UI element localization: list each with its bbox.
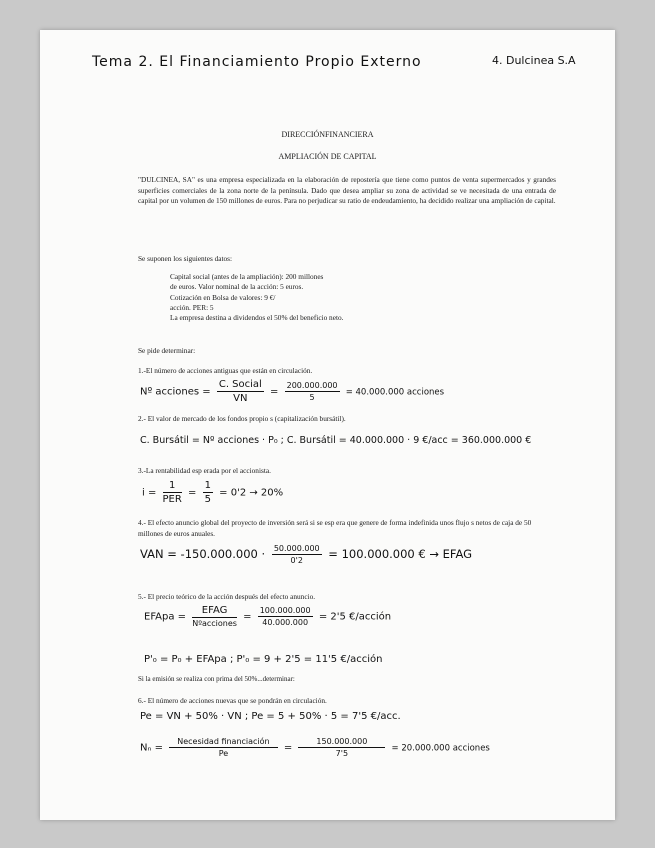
premium-note: Si la emisión se realiza con prima del 50%...determinar:: [138, 675, 295, 683]
answer-4: [140, 544, 472, 565]
fraction: [169, 737, 277, 758]
numerator: 100.000.000: [259, 606, 311, 615]
answer-3: [142, 480, 283, 505]
fraction: [192, 605, 237, 628]
result: = 20.000.000 acciones: [391, 743, 490, 754]
formula-lhs: Nº acciones =: [140, 386, 211, 398]
denominator: 40.000.000: [262, 618, 309, 627]
answer-5: [144, 605, 391, 628]
data-line: acción. PER: 5: [170, 302, 214, 312]
question-4: 4.- El efecto anuncio global del proyecto de inversión será si se esp era que genere de forma indefinida unos flujo s netos de caja de 50 millones de euros anuales.: [138, 518, 532, 538]
question-3: 3.-La rentabilidad esp erada por el accionista.: [138, 466, 271, 475]
data-line: Capital social (antes de la ampliación): 200 millones: [170, 272, 324, 281]
data-line: de euros. Valor nominal de la acción: 5 euros.: [170, 282, 304, 292]
fraction: [258, 606, 313, 627]
equals: =: [188, 487, 197, 499]
question-1: 1.-El número de acciones antiguas que están en circulación.: [138, 366, 313, 375]
numerator: C. Social: [218, 379, 262, 390]
result: = 0'2 → 20%: [219, 487, 284, 499]
data-list: [170, 272, 343, 323]
question-2: 2.- El valor de mercado de los fondos propio s (capitalización bursátil).: [138, 414, 346, 423]
numerator: 200.000.000: [286, 381, 338, 390]
answer-1: [140, 379, 444, 404]
document-page: [40, 30, 615, 820]
question-5: 5.- El precio teórico de la acción después del efecto anuncio.: [138, 592, 316, 601]
intro-paragraph: "DULCINEA, SA" es una empresa especializada en la elaboración de repostería que tiene como puntos de venta supermercados y grandes superficies comerciales de la zona norte de la península. Dado que desea ampliar su zona de actividad se ve necesitada de una entrada de capital por un volumen de 150 millones de euros. Para no perjudicar su ratio de endeudamiento, ha decidido realizar una ampliación de capital.: [138, 175, 556, 205]
fraction: [272, 544, 322, 565]
handwritten-company: 4. Dulcinea S.A: [492, 54, 576, 67]
data-heading: Se suponen los siguientes datos:: [138, 254, 233, 263]
formula-lhs: VAN = -150.000.000 ·: [140, 547, 266, 561]
result: = 40.000.000 acciones: [345, 387, 445, 398]
numerator: 1: [204, 480, 211, 491]
denominator: 5: [309, 393, 315, 402]
equals: =: [283, 742, 293, 754]
fraction: [298, 737, 385, 758]
denominator: 5: [204, 494, 211, 505]
denominator: Nºacciones: [192, 619, 237, 628]
formula-lhs: Nₙ =: [140, 742, 164, 754]
numerator: 50.000.000: [273, 544, 320, 553]
equals: =: [243, 611, 252, 623]
numerator: Necesidad financiación: [169, 737, 277, 748]
denominator: 0'2: [290, 556, 303, 565]
denominator: 7'5: [335, 749, 349, 758]
document-title: DIRECCIÓNFINANCIERA: [281, 130, 374, 139]
fraction: [285, 381, 340, 402]
denominator: Pe: [218, 749, 229, 758]
answer-6-price: Pe = VN + 50% · VN ; Pe = 5 + 50% · 5 = 7'5 €/acc.: [140, 711, 401, 722]
answer-6: [140, 737, 490, 758]
denominator: PER: [162, 494, 182, 505]
result: = 2'5 €/acción: [318, 611, 392, 623]
result: = 100.000.000 € → EFAG: [328, 547, 473, 561]
answer-2: C. Bursátil = Nº acciones · P₀ ; C. Bursátil = 40.000.000 · 9 €/acc = 360.000.000 €: [140, 435, 532, 446]
data-line: Cotización en Bolsa de valores: 9 €/: [170, 292, 276, 302]
formula-lhs: EFApa =: [144, 611, 187, 623]
numerator: EFAG: [192, 605, 237, 618]
handwritten-title: Tema 2. El Financiamiento Propio Externo: [92, 54, 422, 70]
data-line: La empresa destina a dividendos el 50% del beneficio neto.: [170, 313, 344, 323]
fraction: [163, 480, 182, 505]
denominator: VN: [233, 393, 248, 404]
numerator: 1: [163, 480, 182, 493]
ask-heading: Se pide determinar:: [138, 346, 196, 355]
question-6: 6.- El número de acciones nuevas que se pondrán en circulación.: [138, 696, 327, 705]
answer-5-price: P'₀ = P₀ + EFApa ; P'₀ = 9 + 2'5 = 11'5 €/acción: [144, 654, 383, 665]
numerator: 150.000.000: [298, 737, 385, 748]
formula-lhs: i =: [142, 487, 157, 499]
equals: =: [270, 386, 279, 398]
fraction: [203, 480, 213, 505]
fraction: [217, 379, 264, 404]
section-title: AMPLIACIÓN DE CAPITAL: [278, 152, 377, 161]
